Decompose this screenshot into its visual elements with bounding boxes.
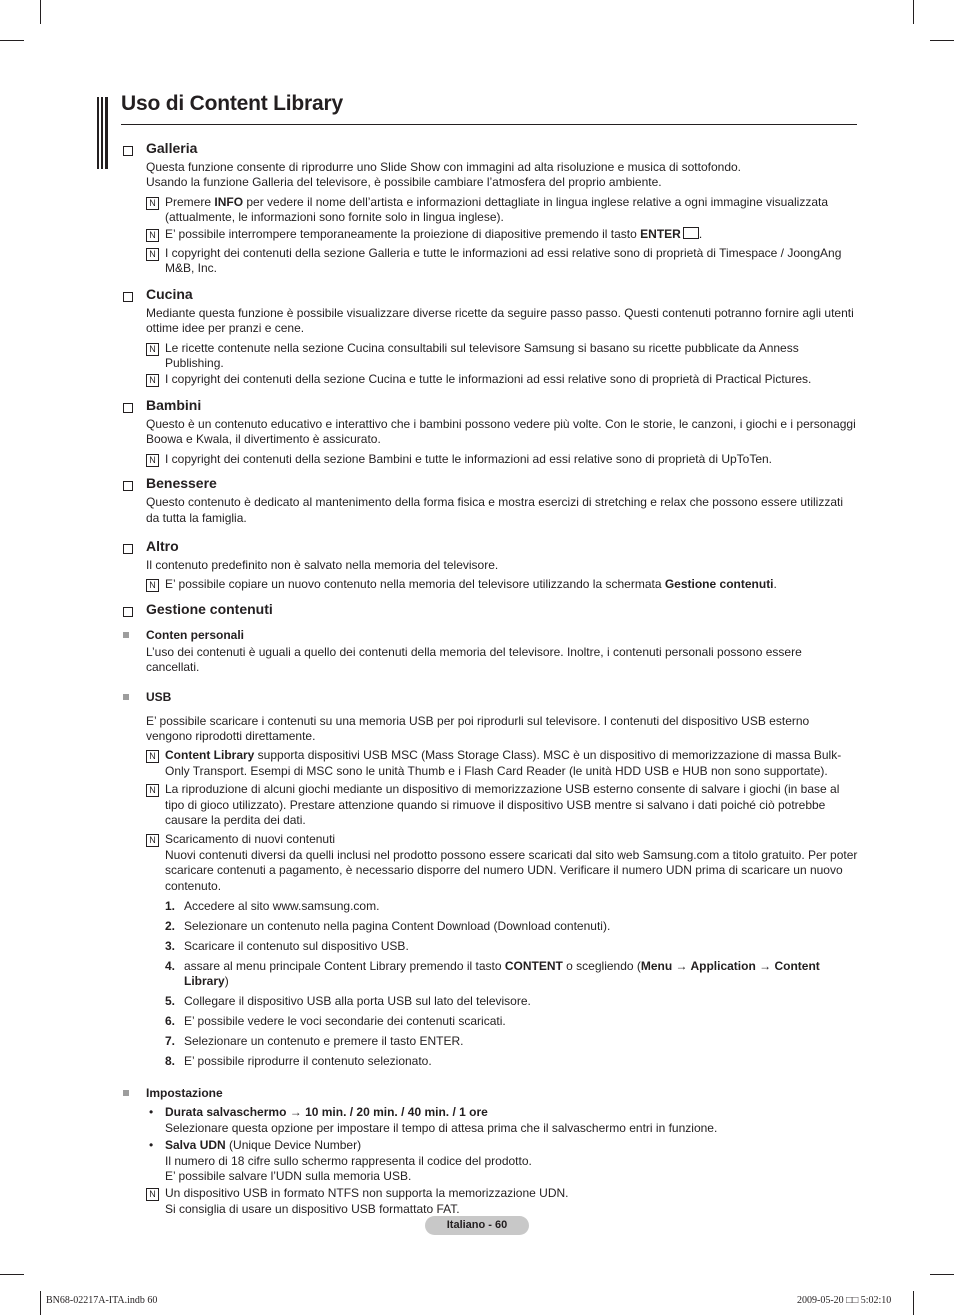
section-heading-altro: Altro [123,535,954,557]
section-heading-galleria: Galleria [123,137,954,159]
section-heading-gestione: Gestione contenuti [123,598,954,620]
title-rule [121,124,857,125]
note-icon: N [146,374,159,387]
note-icon: N [146,343,159,356]
list-item: 6. E’ possibile vedere le voci secondarie dei contenuti scaricati. [165,1014,506,1028]
checkbox-bullet-icon [123,607,133,617]
note-icon: N [146,834,159,847]
paragraph: E’ possibile scaricare i contenuti su una memoria USB per poi riprodurli sul televisore. I contenuti del dispositivo USB esterno vengono riprodotti direttamente. [146,713,810,743]
page-title: Uso di Content Library [121,92,343,115]
note: N I copyright dei contenuti della sezione Galleria e tutte le informazioni ad essi relative sono di proprietà di Timespace / JoongAng M&B, Inc. [146,246,858,277]
note-icon: N [146,248,159,261]
page-number-badge: Italiano - 60 [425,1216,529,1235]
subheading-usb: USB [123,687,954,707]
paragraph: Usando la funzione Galleria del televisore, è possibile cambiare l’atmosfera del proprio ambiente. [146,175,662,190]
note-icon: N [146,229,159,242]
bullet-item: • Durata salvaschermo → 10 min. / 20 min. / 40 min. / 1 ore Selezionare questa opzione per impostare il tempo di attesa prima che il salvaschermo entri in funzione. [149,1105,718,1135]
note-icon: N [146,454,159,467]
list-item: 4. assare al menu principale Content Library premendo il tasto CONTENT o scegliendo (Menu → Application → Content Library) [165,958,820,988]
note: N La riproduzione di alcuni giochi mediante un dispositivo di memorizzazione USB esterno consente di salvare i giochi (in base al tipo di gioco utilizzato). Prestare attenzione quando si rimuove il dispositivo USB mentre si salvano i dati poiché ciò potrebbe causare la perdita dei dati. [146,782,858,828]
checkbox-bullet-icon [123,146,133,156]
note: N Le ricette contenute nella sezione Cucina consultabili sul televisore Samsung si basano su ricette pubblicate da Anness Publishing. [146,341,858,372]
paragraph: Questa funzione consente di riprodurre uno Slide Show con immagini ad alta risoluzione e musica di sottofondo. [146,160,742,174]
list-item: 3. Scaricare il contenuto sul dispositivo USB. [165,938,409,953]
note-icon: N [146,579,159,592]
subheading-impostazione: Impostazione [123,1083,954,1103]
list-item: 7. Selezionare un contenuto e premere il tasto ENTER. [165,1034,464,1048]
note: N Content Library supporta dispositivi USB MSC (Mass Storage Class). MSC è un dispositivo di memorizzazione di massa Bulk-Only Transport. Esempi di MSC sono le unità Thumb e i Flash Card Reader (le unità HDD USB e HUB non sono supportate). [146,748,858,779]
list-item: 1. Accedere al sito www.samsung.com. [165,898,380,913]
paragraph: Il contenuto predefinito non è salvato nella memoria del televisore. [146,557,499,572]
note: N I copyright dei contenuti della sezione Cucina e tutte le informazioni ad essi relative sono di proprietà di Practical Pictures. [146,372,858,387]
date-slug: 2009-05-20 □□ 5:02:10 [797,1295,892,1306]
note: N Un dispositivo USB in formato NTFS non supporta la memorizzazione UDN. Si consiglia di usare un dispositivo USB formattato FAT. [146,1186,858,1217]
list-item: 5. Collegare il dispositivo USB alla porta USB sul lato del televisore. [165,994,531,1008]
note: N Premere INFO per vedere il nome dell’artista e informazioni dettagliate in lingua inglese relative a ogni immagine visualizzata (attualmente, le informazioni sono fornite solo in lingua inglese). [146,195,858,226]
section-heading-cucina: Cucina [123,283,954,305]
checkbox-bullet-icon [123,481,133,491]
note: N I copyright dei contenuti della sezione Bambini e tutte le informazioni ad essi relative sono di proprietà di UpToTen. [146,452,858,467]
paragraph: Questo contenuto è dedicato al mantenimento della forma fisica e mostra esercizi di stretching e relax che possono essere utilizzati da tutta la famiglia. [146,495,844,525]
square-bullet-icon [123,1090,129,1096]
list-item: 2. Selezionare un contenuto nella pagina Content Download (Download contenuti). [165,918,611,933]
note: N E’ possibile copiare un nuovo contenuto nella memoria del televisore utilizzando la schermata Gestione contenuti. [146,577,858,592]
note-icon: N [146,784,159,797]
note: N Scaricamento di nuovi contenuti Nuovi contenuti diversi da quelli inclusi nel prodotto possono essere scaricati dal sito web Samsung.com a titolo gratuito. Per poter scaricare contenuti a pagamento, è necessario disporre del numero UDN. Verificare il numero UDN prima di scaricare un nuovo contenuto. [146,832,858,894]
paragraph: Mediante questa funzione è possibile visualizzare diverse ricette da seguire passo passo. Questi contenuti potranno fornire agli utenti ottime idee per pranzi e cene. [146,305,854,336]
note: N E’ possibile interrompere temporaneamente la proiezione di diapositive premendo il tasto ENTER . [146,227,858,242]
square-bullet-icon [123,694,129,700]
note-icon: N [146,197,159,210]
paragraph: L’uso dei contenuti è uguali a quello dei contenuti della memoria del televisore. Inoltre, i contenuti personali possono essere cancellati. [146,644,802,675]
note-icon: N [146,1188,159,1201]
subheading-conten-personali: Conten personali [123,625,954,645]
paragraph: Questo è un contenuto educativo e interattivo che i bambini possono vedere più volte. Con le storie, le canzoni, i giochi e i personaggi Boowa e Kwala, il divertimento è assicurato. [146,416,856,447]
checkbox-bullet-icon [123,544,133,554]
checkbox-bullet-icon [123,292,133,302]
section-heading-benessere: Benessere [123,472,954,494]
file-slug: BN68-02217A-ITA.indb 60 [46,1295,158,1306]
checkbox-bullet-icon [123,403,133,413]
list-item: 8. E’ possibile riprodurre il contenuto selezionato. [165,1054,432,1068]
square-bullet-icon [123,632,129,638]
bullet-item: • Salva UDN (Unique Device Number) Il numero di 18 cifre sullo schermo rappresenta il codice del prodotto. E’ possibile salvare l’UDN sulla memoria USB. [149,1138,532,1184]
enter-key-icon [683,227,699,239]
download-steps-list [165,899,855,1070]
section-heading-bambini: Bambini [123,394,954,416]
note-icon: N [146,750,159,763]
page-body [0,137,954,1217]
